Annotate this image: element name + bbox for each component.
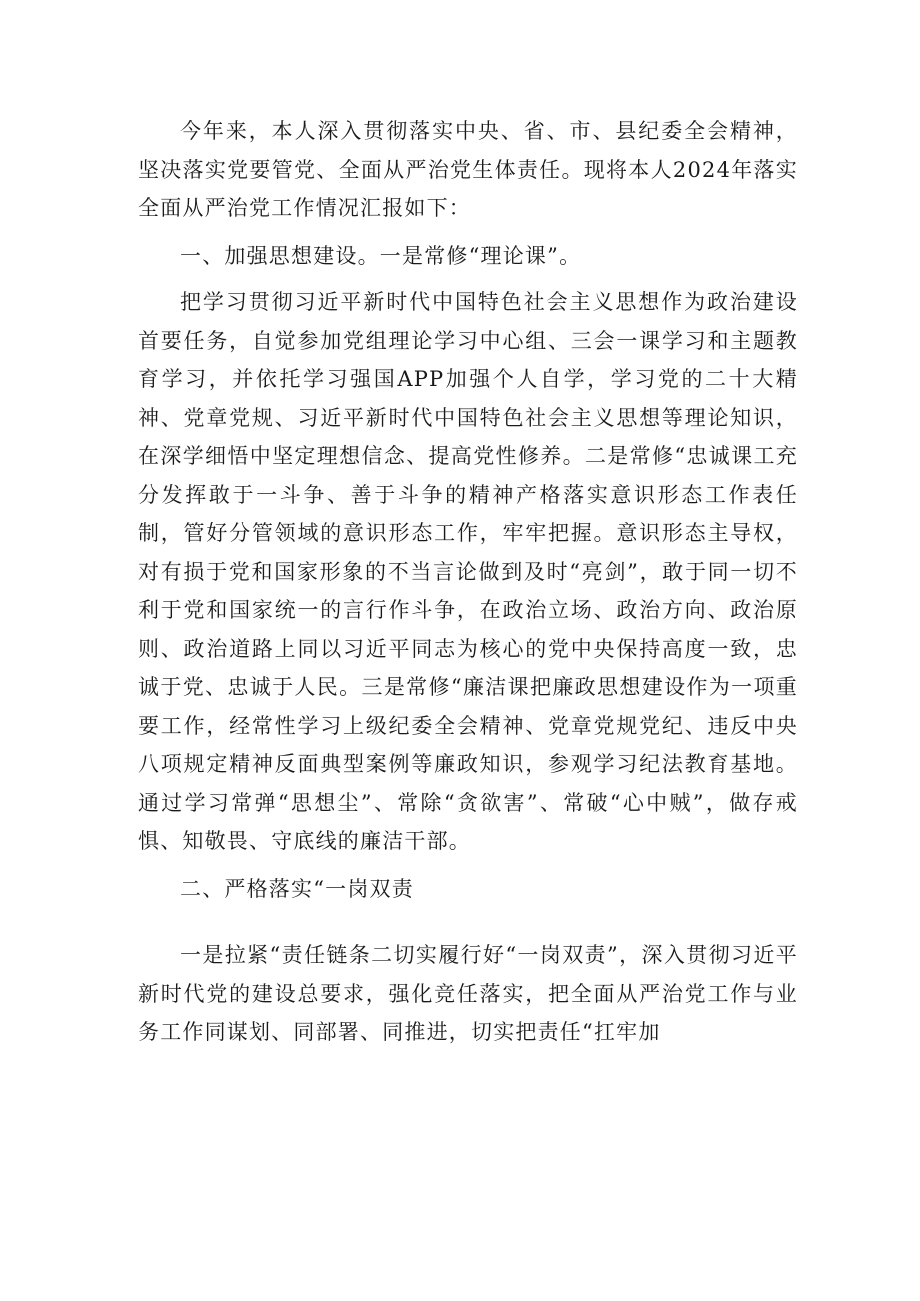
section-2-body: 一是拉紧“责任链条二切实履行好“一岗双责”，深入贯彻习近平新时代党的建设总要求，强化竞任落实，把全面从严治党工作与业务工作同谋划、同部署、同推进，切实把责任“扛牢加	[138, 943, 798, 1044]
section-1-body: 把学习贯彻习近平新时代中国特色社会主义思想作为政治建设首要任务，自觉参加党组理论学习中心组、三会一课学习和主题教育学习，并依托学习强国APP加强个人自学，学习党的二十大精神、党章党规、习近平新时代中国特色社会主义思想等理论知识，在深学细悟中坚定理想信念、提高党性修养。二是常修“忠诚课工充分发挥敢于一斗争、善于斗争的精神产格落实意识形态工作表任制，管好分管领域的意识形态工作，牢牢把握。意识形态主导权，对有损于党和国家形象的不当言论做到及时“亮剑”，敢于同一切不利于党和国家统一的言行作斗争，在政治立场、政治方向、政治原则、政治道路上同以习近平同志为核心的党中央保持高度一致，忠诚于党、忠诚于人民。三是常修“廉洁课把廉政思想建设作为一项重要工作，经常性学习上级纪委全会精神、党章党规党纪、违反中央八项规定精神反面典型案例等廉政知识，参观学习纪法教育基地。通过学习常弹“思想尘”、常除“贪欲害”、常破“心中贼”，做存戒惧、知敬畏、守底线的廉洁干部。	[138, 290, 798, 853]
document-page	[138, 112, 798, 1052]
intro-paragraph: 今年来，本人深入贯彻落实中央、省、市、县纪委全会精神，坚决落实党要管党、全面从严治党生体责任。现将本人2024年落实全面从严治党工作情况汇报如下：	[138, 119, 798, 220]
section-2-heading: 二、严格落实“一岗双责	[180, 876, 414, 901]
section-1-heading: 一、加强思想建设。一是常修“理论课”。	[180, 243, 582, 268]
